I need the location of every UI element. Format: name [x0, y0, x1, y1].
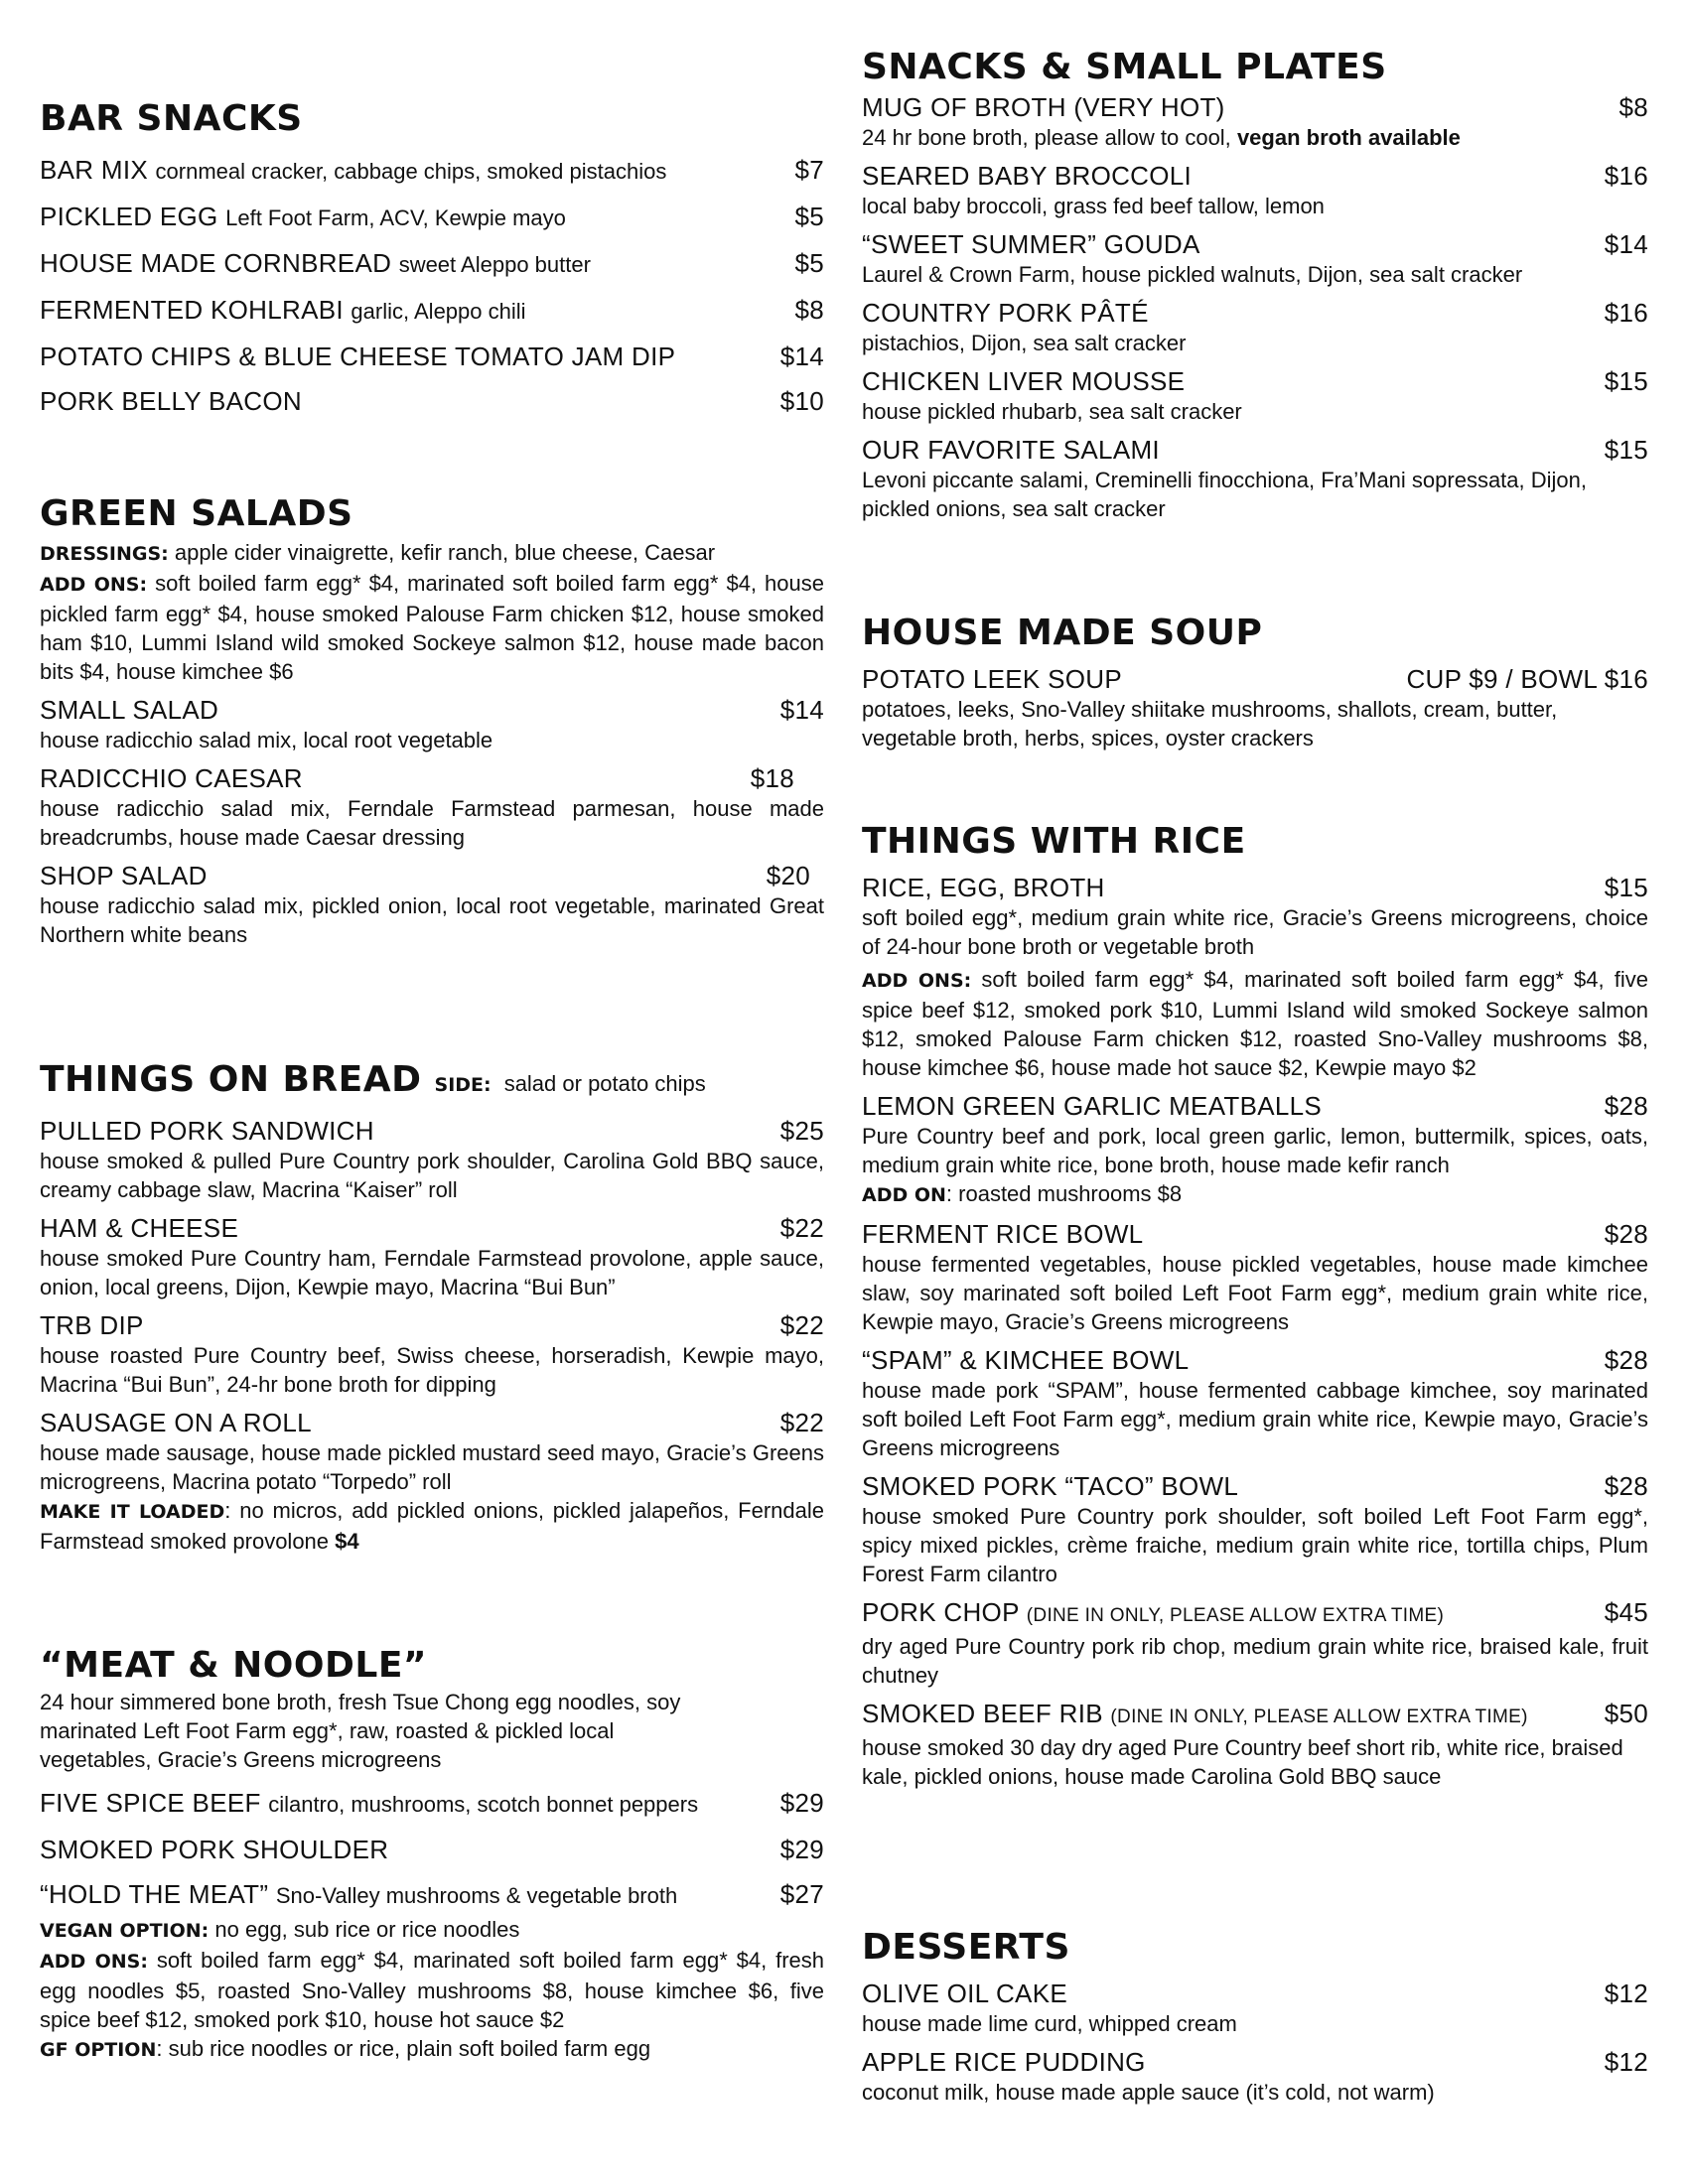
item-name: SHOP SALAD — [40, 861, 208, 890]
menu-item-small-salad — [40, 694, 824, 726]
item-name: SMALL SALAD — [40, 695, 219, 725]
item-price: $10 — [779, 386, 824, 416]
menu-item-baby-broccoli — [862, 160, 1648, 192]
menu-item-mug-of-broth — [862, 91, 1648, 123]
meat-noodle-section — [40, 1644, 824, 2065]
menu-item-cornbread — [40, 247, 824, 281]
item-price: $8 — [1618, 92, 1648, 122]
item-desc: house made lime curd, whipped cream — [862, 2011, 1237, 2036]
dressings-label: DRESSINGS: — [40, 543, 169, 565]
item-name: FERMENTED KOHLRABI — [40, 295, 344, 325]
item-desc: cilantro, mushrooms, scotch bonnet peppers — [268, 1792, 699, 1817]
vegan-label: VEGAN OPTION: — [40, 1920, 210, 1942]
menu-item-taco-bowl — [862, 1470, 1648, 1502]
menu-item-trb-dip — [40, 1309, 824, 1341]
item-desc — [862, 123, 1648, 152]
things-with-rice-section — [862, 820, 1648, 1791]
menu-item-ferment-rice-bowl — [862, 1218, 1648, 1250]
item-price: $50 — [1604, 1699, 1648, 1728]
item-name: CHICKEN LIVER MOUSSE — [862, 366, 1186, 396]
menu-item-pork-chop — [862, 1596, 1648, 1632]
addons-text: soft boiled farm egg* $4, marinated soft boiled farm egg* $4, house pickled farm egg* $4, house smoked Palouse Farm chicken $12, house smoked ham $10, Lummi Island wild smoked Sockeye salmon $12, house made bacon bits $4, house kimchee $6 — [40, 571, 824, 684]
item-name: OLIVE OIL CAKE — [862, 1979, 1067, 2008]
item-name: SAUSAGE ON A ROLL — [40, 1408, 312, 1437]
loaded-text: : no micros, add pickled onions, pickled jalapeños, Ferndale Farmstead smoked provolone — [40, 1498, 825, 1554]
menu-item-salami — [862, 434, 1648, 466]
item-desc: house smoked & pulled Pure Country pork shoulder, Carolina Gold BBQ sauce, creamy cabbage slaw, Macrina “Kaiser” roll — [40, 1149, 824, 1202]
item-price: $5 — [794, 248, 824, 278]
menu-item-rice-egg-broth — [862, 872, 1648, 903]
menu-item-apple-rice-pudding — [862, 2046, 1648, 2078]
item-price: $15 — [1604, 873, 1648, 902]
addons-label: ADD ONS: — [862, 970, 972, 992]
section-title-things-on-bread — [40, 1058, 824, 1107]
item-price: $28 — [1604, 1219, 1648, 1249]
item-desc: garlic, Aleppo chili — [351, 299, 526, 324]
addons-text: soft boiled farm egg* $4, marinated soft boiled farm egg* $4, five spice beef $12, smoked pork $10, Lummi Island wild smoked Sockeye salmon $12, smoked Palouse Farm chicken $12, roasted Sno-Valley mushrooms $8, house kimchee $6, house made hot sauce $2, Kewpie mayo $2 — [862, 967, 1648, 1080]
gf-label: GF OPTION — [40, 2039, 157, 2061]
loaded-label: MAKE IT LOADED — [40, 1501, 225, 1523]
item-desc: house smoked Pure Country pork shoulder, soft boiled Left Foot Farm egg*, spicy mixed pickles, crème fraiche, medium grain white rice, tortilla chips, Plum Forest Farm cilantro — [862, 1504, 1648, 1586]
menu-item-smoked-pork-shoulder — [40, 1834, 824, 1865]
item-name: FERMENT RICE BOWL — [862, 1219, 1144, 1249]
item-name: SMOKED BEEF RIB — [862, 1699, 1103, 1728]
menu-item-olive-oil-cake — [862, 1978, 1648, 2009]
item-price: $5 — [794, 202, 824, 231]
item-price: $25 — [779, 1116, 824, 1146]
item-price: $29 — [779, 1788, 824, 1818]
gf-text: : sub rice noodles or rice, plain soft boiled farm egg — [156, 2036, 651, 2061]
item-note: (DINE IN ONLY, PLEASE ALLOW EXTRA TIME) — [1026, 1605, 1445, 1626]
menu-item-gouda — [862, 228, 1648, 260]
item-desc: house made sausage, house made pickled mustard seed mayo, Gracie’s Greens microgreens, Macrina potato “Torpedo” roll — [40, 1440, 824, 1494]
item-price: $20 — [766, 861, 810, 890]
item-name: MUG OF BROTH (VERY HOT) — [862, 92, 1225, 122]
house-soup-section — [862, 612, 1648, 752]
item-price: $22 — [779, 1213, 824, 1243]
item-name: HAM & CHEESE — [40, 1213, 239, 1243]
item-desc: coconut milk, house made apple sauce (it’s cold, not warm) — [862, 2080, 1435, 2105]
vegan-option — [40, 1915, 824, 1946]
item-desc: house pickled rhubarb, sea salt cracker — [862, 399, 1242, 424]
item-name: COUNTRY PORK PÂTÉ — [862, 298, 1149, 328]
item-price: $45 — [1604, 1597, 1648, 1627]
menu-item-kohlrabi — [40, 294, 824, 328]
item-price: $22 — [779, 1408, 824, 1437]
item-desc: Pure Country beef and pork, local green garlic, lemon, buttermilk, spices, oats, medium grain white rice, bone broth, house made kefir ranch — [862, 1124, 1648, 1177]
item-price: $16 — [1604, 161, 1648, 191]
item-price: $18 — [750, 763, 794, 793]
gf-option — [40, 2034, 824, 2065]
item-price: $28 — [1604, 1345, 1648, 1375]
side-text: salad or potato chips — [503, 1071, 706, 1096]
addons-label: ADD ONS: — [40, 1951, 148, 1973]
menu-item-pulled-pork — [40, 1115, 824, 1147]
item-desc: house roasted Pure Country beef, Swiss cheese, horseradish, Kewpie mayo, Macrina “Bui Bun”, 24-hr bone broth for dipping — [40, 1343, 824, 1397]
side-label: SIDE: — [434, 1074, 492, 1096]
meatballs-addon — [862, 1179, 1648, 1210]
addon-label: ADD ON — [862, 1184, 946, 1206]
item-desc-text: 24 hr bone broth, please allow to cool, — [862, 125, 1231, 150]
item-name: POTATO CHIPS & BLUE CHEESE TOMATO JAM DIP — [40, 341, 676, 371]
addons-text: soft boiled farm egg* $4, marinated soft boiled farm egg* $4, fresh egg noodles $5, roasted Sno-Valley mushrooms $8, house kimchee $6, five spice beef $12, smoked pork $10, house hot sauce $2 — [40, 1948, 824, 2032]
item-name: RADICCHIO CAESAR — [40, 763, 303, 793]
item-name: PICKLED EGG — [40, 202, 218, 231]
item-desc: house smoked Pure Country ham, Ferndale Farmstead provolone, apple sauce, onion, local greens, Dijon, Kewpie mayo, Macrina “Bui Bun” — [40, 1246, 824, 1299]
menu-item-five-spice-beef — [40, 1787, 824, 1821]
item-price: CUP $9 / BOWL $16 — [1406, 664, 1648, 694]
loaded-price: $4 — [335, 1529, 359, 1554]
item-note: (DINE IN ONLY, PLEASE ALLOW EXTRA TIME) — [1110, 1706, 1528, 1727]
item-desc: pistachios, Dijon, sea salt cracker — [862, 331, 1187, 355]
menu-item-ham-cheese — [40, 1212, 824, 1244]
item-price: $12 — [1604, 2047, 1648, 2077]
item-desc: house smoked 30 day dry aged Pure Country beef short rib, white rice, braised kale, pickled onions, house made Carolina Gold BBQ sauce — [862, 1735, 1623, 1789]
item-name: RICE, EGG, BROTH — [862, 873, 1105, 902]
item-name: APPLE RICE PUDDING — [862, 2047, 1146, 2077]
item-name: OUR FAVORITE SALAMI — [862, 435, 1160, 465]
item-name: BAR MIX — [40, 155, 149, 185]
section-title-house-soup: HOUSE MADE SOUP — [862, 613, 1263, 653]
section-title-text: THINGS ON BREAD — [40, 1059, 422, 1100]
item-desc: cornmeal cracker, cabbage chips, smoked pistachios — [155, 159, 667, 184]
item-desc: Laurel & Crown Farm, house pickled walnuts, Dijon, sea salt cracker — [862, 262, 1523, 287]
item-desc: house radicchio salad mix, local root vegetable — [40, 728, 493, 752]
item-desc: house radicchio salad mix, pickled onion, local root vegetable, marinated Great Northern white beans — [40, 893, 824, 947]
make-it-loaded — [40, 1496, 824, 1556]
item-price: $14 — [779, 695, 824, 725]
dressings-line — [40, 538, 824, 569]
things-on-bread-section — [40, 1058, 824, 1556]
item-name: PULLED PORK SANDWICH — [40, 1116, 374, 1146]
item-price: $14 — [779, 341, 824, 371]
item-price: $28 — [1604, 1471, 1648, 1501]
item-desc: local baby broccoli, grass fed beef tallow, lemon — [862, 194, 1325, 218]
item-price: $15 — [1604, 435, 1648, 465]
meat-noodle-intro: 24 hour simmered bone broth, fresh Tsue Chong egg noodles, soy marinated Left Foot Farm egg*, raw, roasted & pickled local vegetables, Gracie’s Greens microgreens — [40, 1690, 681, 1772]
menu-item-bar-mix — [40, 154, 824, 188]
menu-item-hold-the-meat — [40, 1878, 824, 1912]
item-name: SMOKED PORK SHOULDER — [40, 1835, 389, 1864]
item-price: $28 — [1604, 1091, 1648, 1121]
item-name: FIVE SPICE BEEF — [40, 1788, 261, 1818]
bar-snacks-section — [40, 97, 824, 417]
item-name: PORK CHOP — [862, 1597, 1020, 1627]
item-name: SEARED BABY BROCCOLI — [862, 161, 1193, 191]
item-price: $7 — [794, 155, 824, 185]
menu-item-pork-belly — [40, 385, 824, 417]
menu-item-chicken-liver — [862, 365, 1648, 397]
menu-item-potato-chips — [40, 341, 824, 372]
noodle-addons — [40, 1946, 824, 2034]
item-desc: potatoes, leeks, Sno-Valley shiitake mushrooms, shallots, cream, butter, vegetable broth, herbs, spices, oyster crackers — [862, 697, 1558, 751]
menu-item-shop-salad — [40, 860, 824, 891]
item-desc: Levoni piccante salami, Creminelli finocchiona, Fra’Mani sopressata, Dijon, pickled onions, sea salt cracker — [862, 468, 1587, 521]
item-desc: house made pork “SPAM”, house fermented cabbage kimchee, soy marinated soft boiled Left Foot Farm egg*, medium grain white rice, Kewpie mayo, Gracie’s Greens microgreens — [862, 1378, 1648, 1460]
item-desc-bold: vegan broth available — [1236, 125, 1461, 150]
item-desc: dry aged Pure Country pork rib chop, medium grain white rice, braised kale, fruit chutney — [862, 1634, 1648, 1688]
item-desc: house radicchio salad mix, Ferndale Farmstead parmesan, house made breadcrumbs, house made Caesar dressing — [40, 796, 824, 850]
item-desc: Sno-Valley mushrooms & vegetable broth — [275, 1883, 678, 1908]
item-name: PORK BELLY BACON — [40, 386, 302, 416]
salad-addons — [40, 569, 824, 686]
item-name: “SPAM” & KIMCHEE BOWL — [862, 1345, 1190, 1375]
section-title-things-with-rice: THINGS WITH RICE — [862, 821, 1246, 862]
item-desc: soft boiled egg*, medium grain white rice, Gracie’s Greens microgreens, choice of 24-hour bone broth or vegetable broth — [862, 905, 1648, 959]
section-title-desserts: DESSERTS — [862, 1927, 1070, 1968]
item-desc: house fermented vegetables, house pickled vegetables, house made kimchee slaw, soy marinated soft boiled Left Foot Farm egg*, medium grain white rice, Kewpie mayo, Gracie’s Greens microgreens — [862, 1252, 1648, 1334]
addons-label: ADD ONS: — [40, 574, 148, 596]
green-salads-section — [40, 492, 824, 949]
item-price: $22 — [779, 1310, 824, 1340]
item-price: $29 — [779, 1835, 824, 1864]
menu-item-spam-kimchee — [862, 1344, 1648, 1376]
item-name: SMOKED PORK “TACO” BOWL — [862, 1471, 1239, 1501]
desserts-section — [862, 1926, 1648, 2107]
item-name: LEMON GREEN GARLIC MEATBALLS — [862, 1091, 1323, 1121]
item-name: “HOLD THE MEAT” — [40, 1879, 269, 1909]
item-price: $14 — [1604, 229, 1648, 259]
item-desc: Left Foot Farm, ACV, Kewpie mayo — [225, 205, 566, 230]
menu-item-radicchio-caesar — [40, 762, 824, 794]
dressings-text: apple cider vinaigrette, kefir ranch, blue cheese, Caesar — [174, 540, 716, 565]
menu-item-pork-pate — [862, 297, 1648, 329]
item-name: “SWEET SUMMER” GOUDA — [862, 229, 1200, 259]
menu-item-meatballs — [862, 1090, 1648, 1122]
item-price: $12 — [1604, 1979, 1648, 2008]
vegan-text: no egg, sub rice or rice noodles — [214, 1917, 520, 1942]
item-desc: sweet Aleppo butter — [398, 252, 591, 277]
rice-addons — [862, 965, 1648, 1082]
item-name: POTATO LEEK SOUP — [862, 664, 1122, 694]
section-title-meat-noodle: “MEAT & NOODLE” — [40, 1645, 428, 1686]
item-price: $8 — [794, 295, 824, 325]
item-price: $15 — [1604, 366, 1648, 396]
menu-item-smoked-beef-rib — [862, 1698, 1648, 1733]
item-name: TRB DIP — [40, 1310, 144, 1340]
section-title-snacks-small-plates: SNACKS & SMALL PLATES — [862, 47, 1387, 87]
item-name: HOUSE MADE CORNBREAD — [40, 248, 392, 278]
menu-item-sausage-roll — [40, 1407, 824, 1438]
menu-item-potato-leek-soup — [862, 663, 1648, 695]
snacks-small-plates-section — [862, 46, 1648, 523]
addon-text: : roasted mushrooms $8 — [945, 1181, 1183, 1206]
section-title-bar-snacks: BAR SNACKS — [40, 98, 303, 139]
menu-item-pickled-egg — [40, 201, 824, 234]
item-price: $27 — [779, 1879, 824, 1909]
section-title-green-salads: GREEN SALADS — [40, 493, 353, 534]
item-price: $16 — [1604, 298, 1648, 328]
